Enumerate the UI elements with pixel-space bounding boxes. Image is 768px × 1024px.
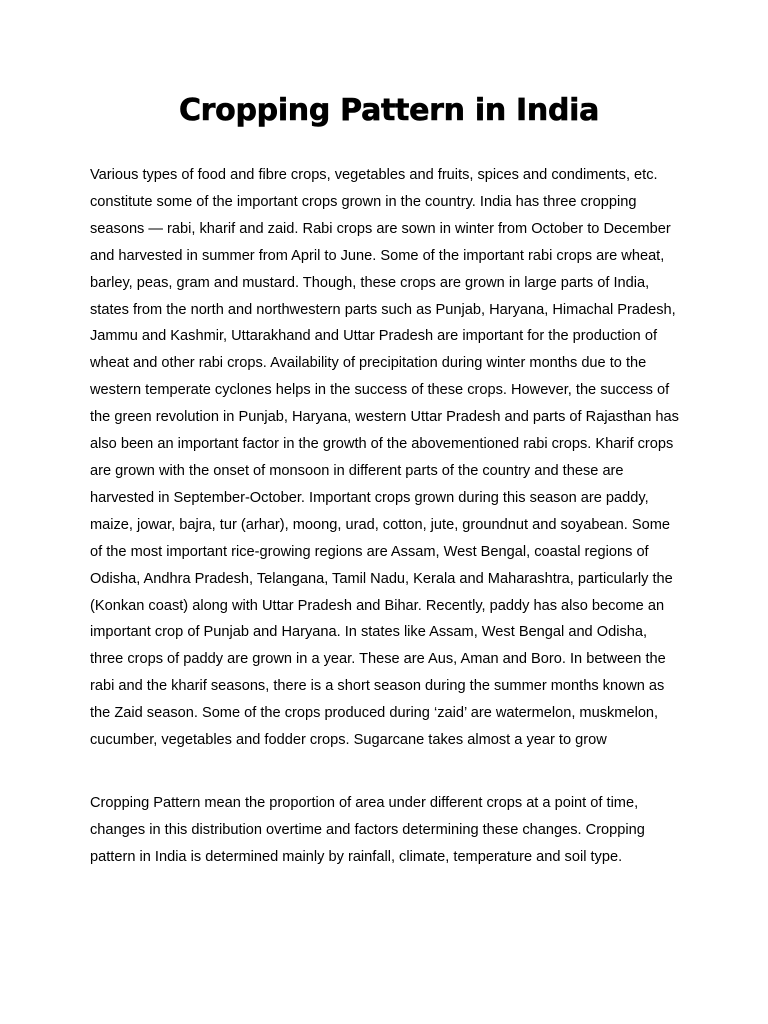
body-paragraph-2: Cropping Pattern mean the proportion of area under different crops at a point of time, changes in this distribution overtime and factors determining these changes. Cropping pattern in India is determined mainly by rainfall, climate, temperature and soil type. bbox=[90, 795, 645, 865]
page-title: Cropping Pattern in India bbox=[178, 93, 600, 128]
body-paragraph-1: Various types of food and fibre crops, vegetables and fruits, spices and condiments, etc. constitute some of the important crops grown in the country. India has three cropping seasons — rabi, kharif and zaid. Rabi crops are sown in winter from October to December and harvested in summer from April to June. Some of the important rabi crops are wheat, barley, peas, gram and mustard. Though, these crops are grown in large parts of India, states from the north and northwestern parts such as Punjab, Haryana, Himachal Pradesh, Jammu and Kashmir, Uttarakhand and Uttar Pradesh are important for the production of wheat and other rabi crops. Availability of precipitation during winter months due to the western temperate cyclones helps in the success of these crops. However, the success of the green revolution in Punjab, Haryana, western Uttar Pradesh and parts of Rajasthan has also been an important factor in the growth of the abovementioned rabi crops. Kharif crops are grown with the onset of monsoon in different parts of the country and these are harvested in September-October. Important crops grown during this season are paddy, maize, jowar, bajra, tur (arhar), moong, urad, cotton, jute, groundnut and soyabean. Some of the most important rice-growing regions are Assam, West Bengal, coastal regions of Odisha, Andhra Pradesh, Telangana, Tamil Nadu, Kerala and Maharashtra, particularly the (Konkan coast) along with Uttar Pradesh and Bihar. Recently, paddy has also become an important crop of Punjab and Haryana. In states like Assam, West Bengal and Odisha, three crops of paddy are grown in a year. These are Aus, Aman and Boro. In between the rabi and the kharif seasons, there is a short season during the summer months known as the Zaid season. Some of the crops produced during ‘zaid’ are watermelon, muskmelon, cucumber, vegetables and fodder crops. Sugarcane takes almost a year to grow bbox=[90, 167, 679, 749]
